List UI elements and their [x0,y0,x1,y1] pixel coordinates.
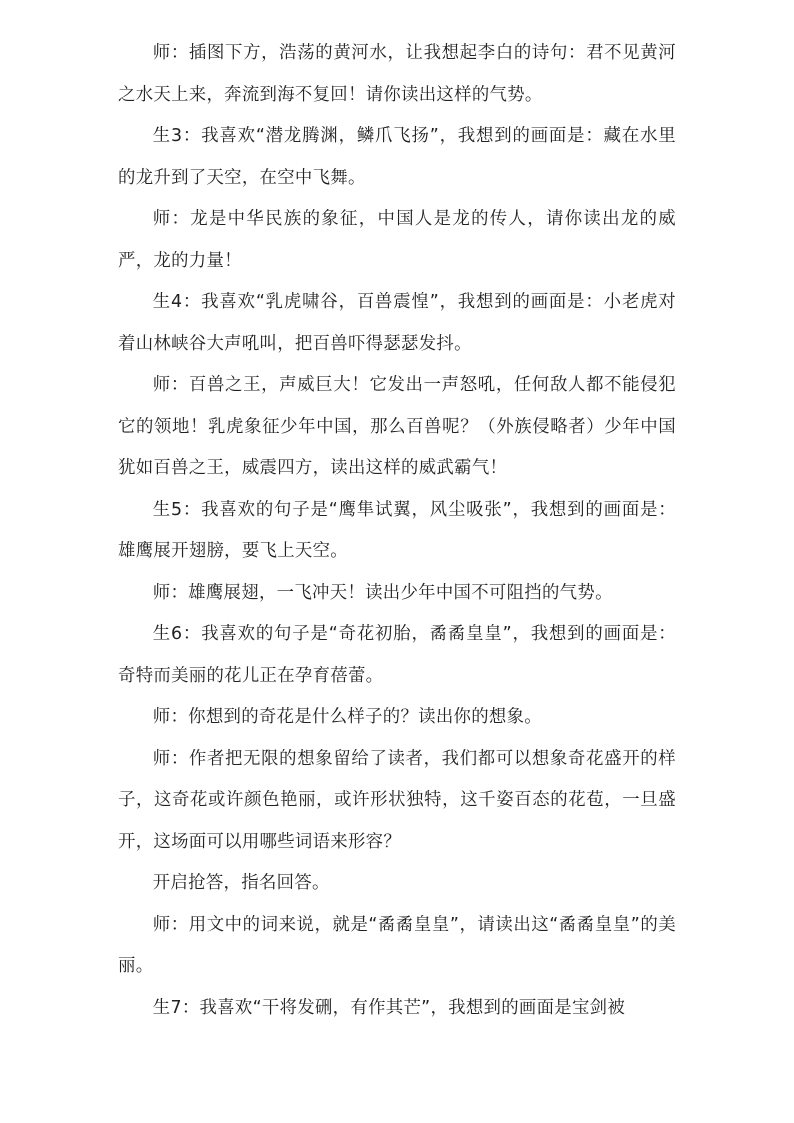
paragraph-teacher-yellow-river: 师：插图下方，浩荡的黄河水，让我想起李白的诗句：君不见黄河之水天上来，奔流到海不复回！请你读出这样的气势。 [118,43,676,105]
document-page [118,33,676,1029]
paragraph-quick-answer: 开启抢答，指名回答。 [152,873,330,893]
paragraph-teacher-tiger: 师：百兽之王，声威巨大！它发出一声怒吼，任何敌人都不能侵犯它的领地！乳虎象征少年中国，那么百兽呢？（外族侵略者）少年中国犹如百兽之王，威震四方，读出这样的威武霸气！ [118,375,676,478]
paragraph-teacher-dragon: 师：龙是中华民族的象征，中国人是龙的传人，请你读出龙的威严，龙的力量！ [118,209,676,271]
paragraph-student-7-sword: 生7：我喜欢“干将发硎，有作其芒”，我想到的画面是宝剑被 [152,997,626,1018]
paragraph-teacher-flower-imagination: 师：作者把无限的想象留给了读者，我们都可以想象奇花盛开的样子，这奇花或许颜色艳丽，或许形状独特，这千姿百态的花苞，一旦盛开，这场面可以用哪些词语来形容？ [118,748,676,852]
paragraph-student-4-tiger: 生4：我喜欢“乳虎啸谷，百兽震惶”，我想到的画面是：小老虎对着山林峡谷大声吼叫，把百兽吓得瑟瑟发抖。 [118,292,676,354]
paragraph-student-6-flower: 生6：我喜欢的句子是“奇花初胎，矞矞皇皇”，我想到的画面是：奇特而美丽的花儿正在孕育蓓蕾。 [118,624,676,686]
paragraph-student-5-eagle: 生5：我喜欢的句子是“鹰隼试翼，风尘吸张”，我想到的画面是：雄鹰展开翅膀，要飞上天空。 [118,499,676,561]
paragraph-teacher-flower-words: 师：用文中的词来说，就是“矞矞皇皇”，请读出这“矞矞皇皇”的美丽。 [118,914,676,976]
paragraph-teacher-eagle: 师：雄鹰展翅，一飞冲天！读出少年中国不可阻挡的气势。 [152,582,613,603]
paragraph-teacher-flower-question: 师：你想到的奇花是什么样子的？读出你的想象。 [152,707,542,727]
paragraph-student-3-dragon: 生3：我喜欢“潜龙腾渊，鳞爪飞扬”，我想到的画面是：藏在水里的龙升到了天空，在空中飞舞。 [118,126,676,188]
